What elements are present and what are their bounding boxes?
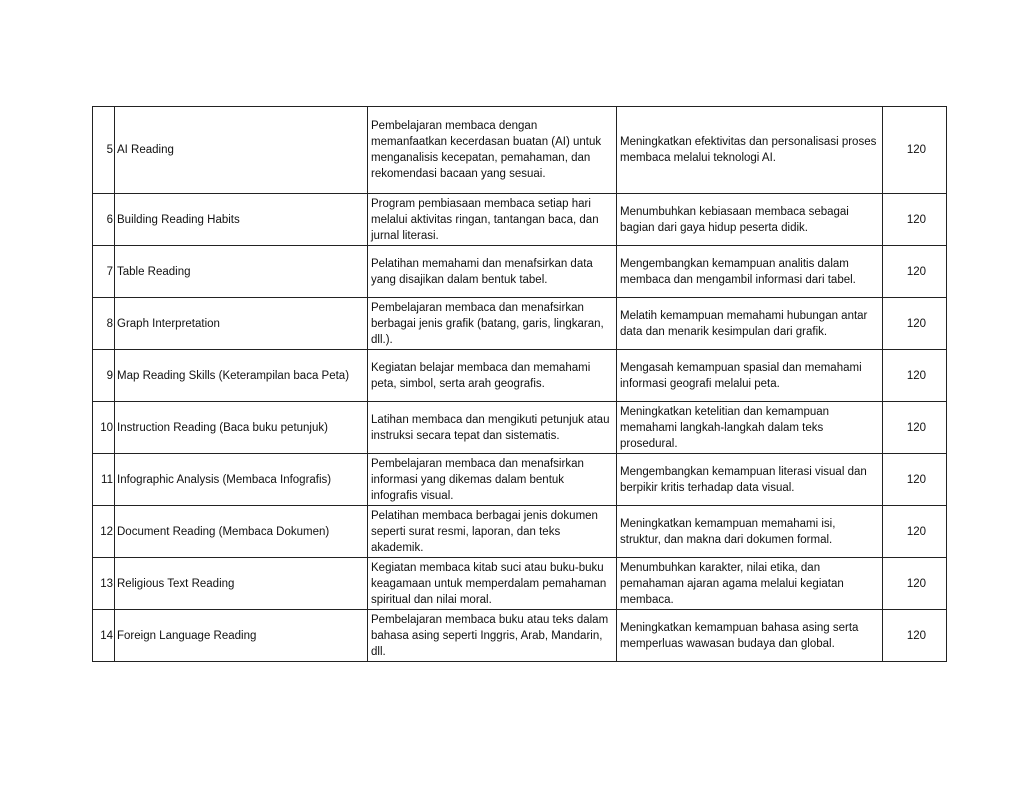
program-description: Pembelajaran membaca dan menafsirkan berbagai jenis grafik (batang, garis, lingkaran, dll.).	[368, 298, 617, 350]
program-goal: Menumbuhkan kebiasaan membaca sebagai bagian dari gaya hidup peserta didik.	[617, 194, 883, 246]
program-name: Table Reading	[115, 246, 368, 298]
table-row	[93, 107, 947, 194]
program-description: Pembelajaran membaca dengan memanfaatkan kecerdasan buatan (AI) untuk menganalisis kecepatan, pemahaman, dan rekomendasi bacaan yang sesuai.	[368, 107, 617, 194]
reading-program-table	[92, 106, 947, 662]
row-number: 9	[93, 350, 115, 402]
program-description: Pembelajaran membaca dan menafsirkan informasi yang dikemas dalam bentuk infografis visual.	[368, 454, 617, 506]
table-row	[93, 558, 947, 610]
program-description: Kegiatan membaca kitab suci atau buku-buku keagamaan untuk memperdalam pemahaman spiritual dan nilai moral.	[368, 558, 617, 610]
program-duration: 120	[883, 194, 947, 246]
program-duration: 120	[883, 454, 947, 506]
program-goal: Mengembangkan kemampuan literasi visual dan berpikir kritis terhadap data visual.	[617, 454, 883, 506]
table-row	[93, 454, 947, 506]
row-number: 12	[93, 506, 115, 558]
program-duration: 120	[883, 402, 947, 454]
program-name: AI Reading	[115, 107, 368, 194]
table-row	[93, 298, 947, 350]
program-duration: 120	[883, 610, 947, 662]
row-number: 8	[93, 298, 115, 350]
program-duration: 120	[883, 298, 947, 350]
row-number: 7	[93, 246, 115, 298]
program-duration: 120	[883, 107, 947, 194]
row-number: 10	[93, 402, 115, 454]
program-name: Map Reading Skills (Keterampilan baca Peta)	[115, 350, 368, 402]
row-number: 14	[93, 610, 115, 662]
table-row	[93, 350, 947, 402]
program-goal: Meningkatkan kemampuan bahasa asing serta memperluas wawasan budaya dan global.	[617, 610, 883, 662]
program-description: Pembelajaran membaca buku atau teks dalam bahasa asing seperti Inggris, Arab, Mandarin, dll.	[368, 610, 617, 662]
program-duration: 120	[883, 558, 947, 610]
program-goal: Mengembangkan kemampuan analitis dalam membaca dan mengambil informasi dari tabel.	[617, 246, 883, 298]
program-name: Foreign Language Reading	[115, 610, 368, 662]
program-goal: Meningkatkan kemampuan memahami isi, struktur, dan makna dari dokumen formal.	[617, 506, 883, 558]
program-name: Infographic Analysis (Membaca Infografis)	[115, 454, 368, 506]
program-duration: 120	[883, 506, 947, 558]
program-description: Program pembiasaan membaca setiap hari melalui aktivitas ringan, tantangan baca, dan jurnal literasi.	[368, 194, 617, 246]
program-description: Kegiatan belajar membaca dan memahami peta, simbol, serta arah geografis.	[368, 350, 617, 402]
table-row	[93, 506, 947, 558]
program-description: Latihan membaca dan mengikuti petunjuk atau instruksi secara tepat dan sistematis.	[368, 402, 617, 454]
program-name: Document Reading (Membaca Dokumen)	[115, 506, 368, 558]
program-name: Religious Text Reading	[115, 558, 368, 610]
program-goal: Mengasah kemampuan spasial dan memahami informasi geografi melalui peta.	[617, 350, 883, 402]
row-number: 6	[93, 194, 115, 246]
program-name: Instruction Reading (Baca buku petunjuk)	[115, 402, 368, 454]
program-goal: Meningkatkan efektivitas dan personalisasi proses membaca melalui teknologi AI.	[617, 107, 883, 194]
row-number: 13	[93, 558, 115, 610]
program-goal: Meningkatkan ketelitian dan kemampuan memahami langkah-langkah dalam teks prosedural.	[617, 402, 883, 454]
program-goal: Melatih kemampuan memahami hubungan antar data dan menarik kesimpulan dari grafik.	[617, 298, 883, 350]
program-description: Pelatihan membaca berbagai jenis dokumen seperti surat resmi, laporan, dan teks akademik.	[368, 506, 617, 558]
table-row	[93, 246, 947, 298]
row-number: 5	[93, 107, 115, 194]
table-row	[93, 194, 947, 246]
program-duration: 120	[883, 246, 947, 298]
table-row	[93, 402, 947, 454]
program-description: Pelatihan memahami dan menafsirkan data yang disajikan dalam bentuk tabel.	[368, 246, 617, 298]
table-row	[93, 610, 947, 662]
row-number: 11	[93, 454, 115, 506]
program-name: Graph Interpretation	[115, 298, 368, 350]
program-name: Building Reading Habits	[115, 194, 368, 246]
program-goal: Menumbuhkan karakter, nilai etika, dan pemahaman ajaran agama melalui kegiatan membaca.	[617, 558, 883, 610]
program-duration: 120	[883, 350, 947, 402]
